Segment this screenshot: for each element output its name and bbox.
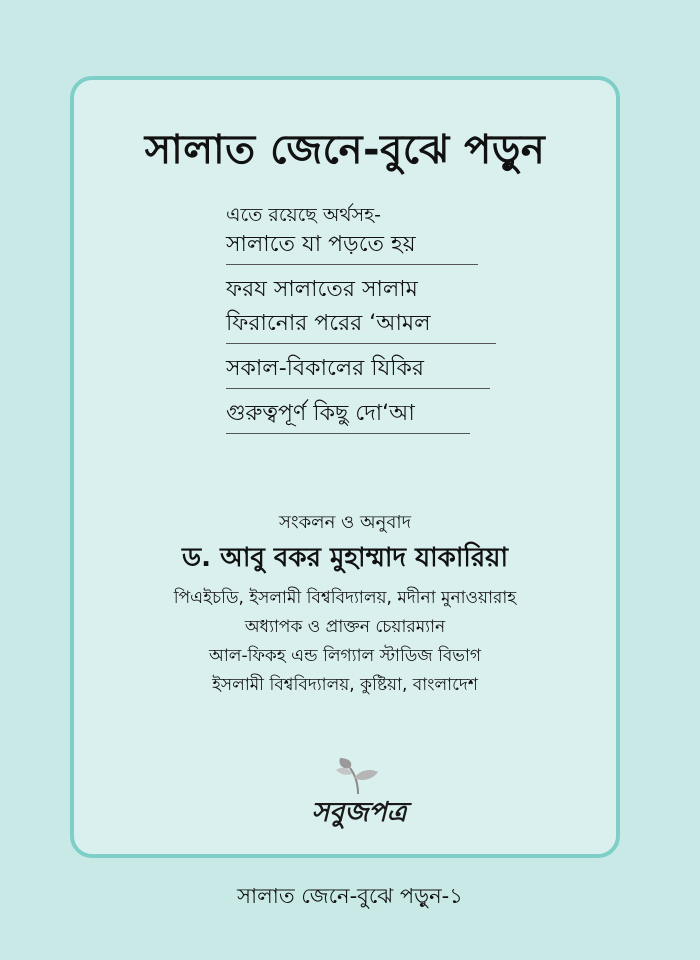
leaf-icon <box>330 756 390 796</box>
footer-series-title: সালাত জেনে-বুঝে পড়ুন-১ <box>237 884 463 908</box>
contents-item-line: ফরয সালাতের সালাম <box>226 277 418 302</box>
contents-item-line: ফিরানোর পরের ‘আমল <box>226 311 431 336</box>
contents-item-line: গুরুত্বপূর্ণ কিছু দো‘আ <box>226 401 415 426</box>
contents-item <box>226 273 496 344</box>
contents-item <box>226 397 470 434</box>
author-credential: আল-ফিকহ এন্ড লিগ্যাল স্টাডিজ বিভাগ <box>208 646 482 666</box>
author-credential: অধ্যাপক ও প্রাক্তন চেয়ারম্যান <box>244 617 446 637</box>
contents-item-line: সকাল-বিকালের যিকির <box>226 356 425 381</box>
contents-item <box>226 352 490 389</box>
author-credential: পিএইচডি, ইসলামী বিশ্ববিদ্যালয়, মদীনা মুনাওয়ারাহ <box>173 588 517 608</box>
book-title: সালাত জেনে-বুঝে পড়ুন <box>144 127 546 173</box>
contents-item <box>226 228 478 265</box>
credit-block <box>74 510 616 700</box>
author-credential: ইসলামী বিশ্ববিদ্যালয়, কুষ্টিয়া, বাংলাদেশ <box>212 675 478 695</box>
contents-item-line: সালাতে যা পড়তে হয় <box>226 232 416 257</box>
publisher-name: সবুজপত্র <box>311 797 407 828</box>
publisher-logo <box>304 756 414 836</box>
credit-label: সংকলন ও অনুবাদ <box>278 512 412 533</box>
author-name: ড. আবু বকর মুহাম্মাদ যাকারিয়া <box>182 543 508 573</box>
contents-intro: এতে রয়েছে অর্থসহ- <box>226 204 381 226</box>
contents-list <box>226 202 486 442</box>
cover-card <box>70 76 620 858</box>
